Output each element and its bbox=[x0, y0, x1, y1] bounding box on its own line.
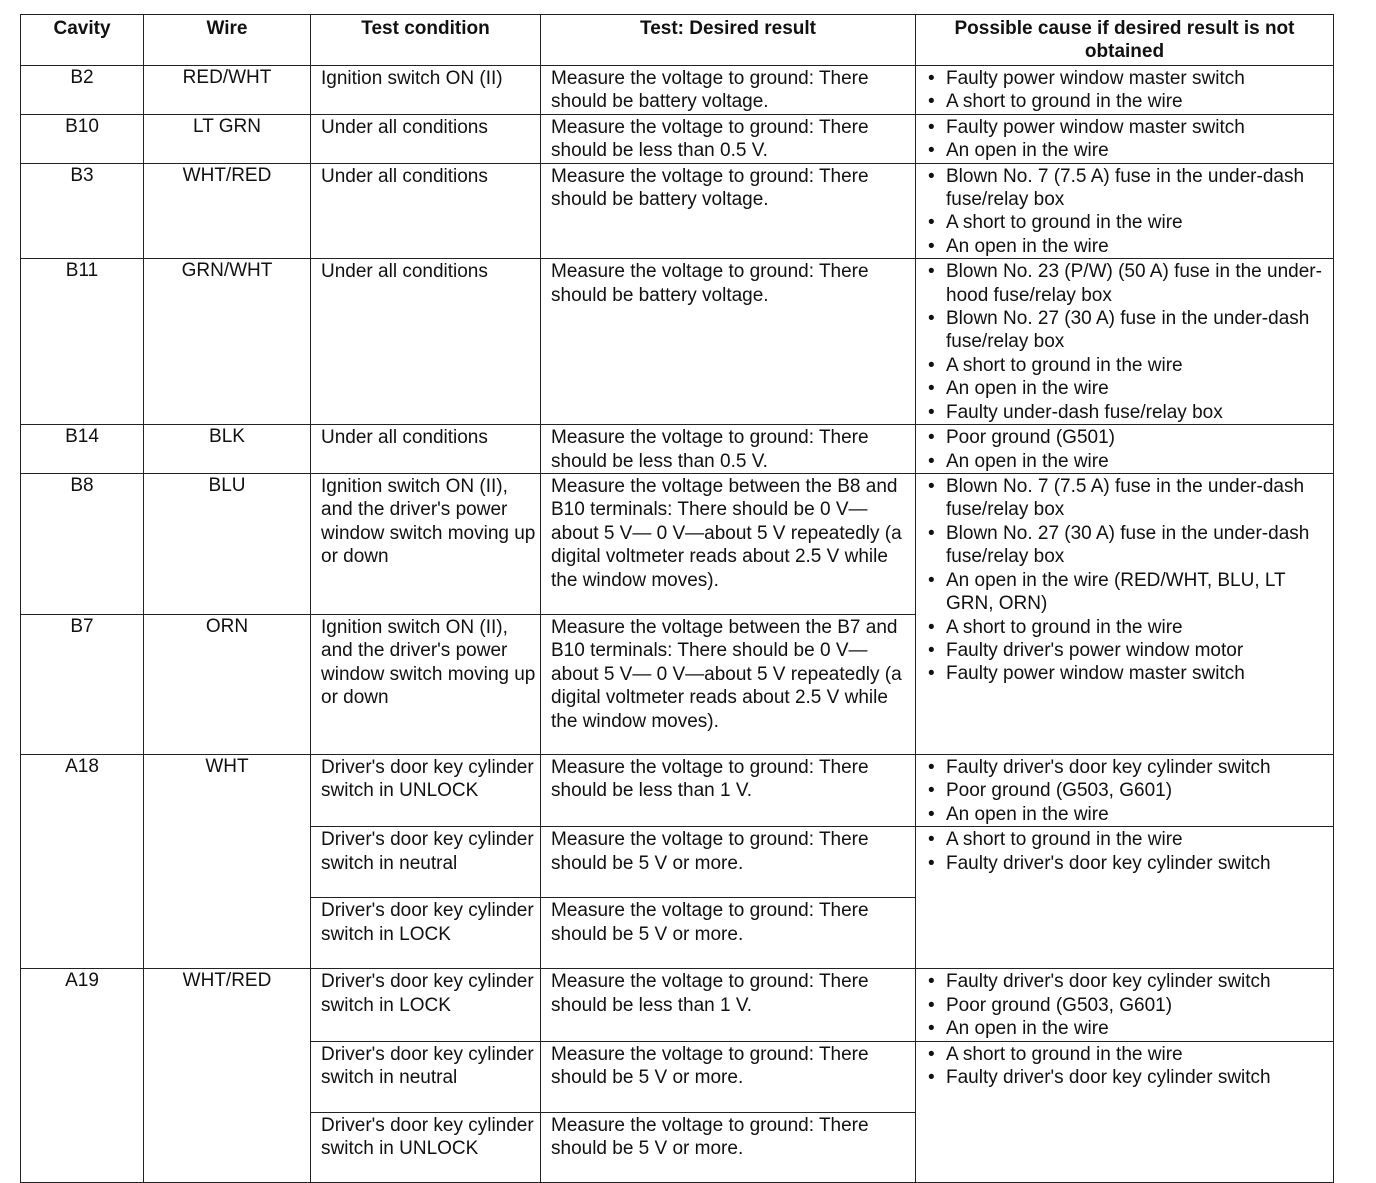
desired-result-cell: Measure the voltage to ground: There should be less than 0.5 V. bbox=[541, 425, 916, 474]
desired-result-cell: Measure the voltage to ground: There should be less than 1 V. bbox=[541, 755, 916, 827]
test-condition-cell: Driver's door key cylinder switch in neutral bbox=[311, 1041, 541, 1112]
cause-item: • A short to ground in the wire bbox=[926, 211, 1329, 234]
possible-cause-cell bbox=[916, 827, 1334, 969]
possible-cause-cell bbox=[916, 474, 1334, 755]
possible-cause-cell bbox=[916, 755, 1334, 827]
wire-cell: WHT bbox=[144, 755, 311, 969]
wire-cell: GRN/WHT bbox=[144, 259, 311, 425]
possible-cause-cell bbox=[916, 66, 1334, 115]
cause-item: • Faulty power window master switch bbox=[926, 662, 1329, 685]
cause-item: • Faulty driver's door key cylinder switch bbox=[926, 970, 1329, 993]
cause-list bbox=[926, 260, 1329, 424]
cavity-cell: B8 bbox=[21, 474, 144, 615]
test-condition-cell: Under all conditions bbox=[311, 259, 541, 425]
desired-result-cell: Measure the voltage to ground: There should be less than 1 V. bbox=[541, 969, 916, 1041]
cause-list bbox=[926, 756, 1329, 826]
cause-item: • Faulty driver's door key cylinder switch bbox=[926, 1066, 1329, 1089]
table-row bbox=[21, 474, 1334, 615]
table-row bbox=[21, 425, 1334, 474]
cause-item: • An open in the wire (RED/WHT, BLU, LT GRN, ORN) bbox=[926, 569, 1329, 616]
test-condition-cell: Ignition switch ON (II), and the driver's power window switch moving up or down bbox=[311, 615, 541, 755]
cause-list bbox=[926, 165, 1329, 259]
cavity-cell: A18 bbox=[21, 755, 144, 969]
test-condition-cell: Under all conditions bbox=[311, 114, 541, 163]
cause-item: • An open in the wire bbox=[926, 450, 1329, 473]
wire-cell: WHT/RED bbox=[144, 969, 311, 1182]
cause-item: • An open in the wire bbox=[926, 377, 1329, 400]
possible-cause-cell bbox=[916, 425, 1334, 474]
header-test-condition: Test condition bbox=[311, 15, 541, 66]
desired-result-cell: Measure the voltage to ground: There should be 5 V or more. bbox=[541, 1041, 916, 1112]
test-condition-cell: Driver's door key cylinder switch in LOCK bbox=[311, 969, 541, 1041]
desired-result-cell: Measure the voltage to ground: There should be 5 V or more. bbox=[541, 898, 916, 969]
possible-cause-cell bbox=[916, 1041, 1334, 1182]
test-condition-cell: Ignition switch ON (II) bbox=[311, 66, 541, 115]
test-condition-cell: Driver's door key cylinder switch in LOCK bbox=[311, 898, 541, 969]
header-desired-result: Test: Desired result bbox=[541, 15, 916, 66]
cause-item: • Blown No. 23 (P/W) (50 A) fuse in the under-hood fuse/relay box bbox=[926, 260, 1329, 307]
cause-item: • Faulty under-dash fuse/relay box bbox=[926, 401, 1329, 424]
wire-cell: BLU bbox=[144, 474, 311, 615]
cause-item: • A short to ground in the wire bbox=[926, 828, 1329, 851]
cause-item: • Faulty driver's power window motor bbox=[926, 639, 1329, 662]
cause-item: • Faulty power window master switch bbox=[926, 116, 1329, 139]
possible-cause-cell bbox=[916, 114, 1334, 163]
cause-list bbox=[926, 475, 1329, 686]
desired-result-cell: Measure the voltage to ground: There should be less than 0.5 V. bbox=[541, 114, 916, 163]
cause-item: • Blown No. 27 (30 A) fuse in the under-dash fuse/relay box bbox=[926, 522, 1329, 569]
cause-item: • A short to ground in the wire bbox=[926, 354, 1329, 377]
cause-list bbox=[926, 970, 1329, 1040]
header-cavity: Cavity bbox=[21, 15, 144, 66]
cause-item: • An open in the wire bbox=[926, 803, 1329, 826]
test-condition-cell: Driver's door key cylinder switch in UNLOCK bbox=[311, 1112, 541, 1182]
test-condition-cell: Under all conditions bbox=[311, 163, 541, 259]
cause-item: • Blown No. 27 (30 A) fuse in the under-dash fuse/relay box bbox=[926, 307, 1329, 354]
cause-item: • Blown No. 7 (7.5 A) fuse in the under-dash fuse/relay box bbox=[926, 165, 1329, 212]
desired-result-cell: Measure the voltage to ground: There should be battery voltage. bbox=[541, 163, 916, 259]
wire-cell: LT GRN bbox=[144, 114, 311, 163]
cavity-cell: B11 bbox=[21, 259, 144, 425]
cause-list bbox=[926, 67, 1329, 114]
cause-item: • A short to ground in the wire bbox=[926, 616, 1329, 639]
header-row bbox=[21, 15, 1334, 66]
desired-result-cell: Measure the voltage to ground: There should be battery voltage. bbox=[541, 66, 916, 115]
desired-result-cell: Measure the voltage to ground: There should be 5 V or more. bbox=[541, 1112, 916, 1182]
cause-list bbox=[926, 116, 1329, 163]
cause-item: • Poor ground (G503, G601) bbox=[926, 779, 1329, 802]
cavity-cell: B2 bbox=[21, 66, 144, 115]
header-possible-cause: Possible cause if desired result is not obtained bbox=[916, 15, 1334, 66]
table-row bbox=[21, 66, 1334, 115]
test-condition-cell: Under all conditions bbox=[311, 425, 541, 474]
cause-list bbox=[926, 1043, 1329, 1090]
cavity-cell: B14 bbox=[21, 425, 144, 474]
cause-item: • A short to ground in the wire bbox=[926, 90, 1329, 113]
table-row bbox=[21, 969, 1334, 1041]
cavity-cell: A19 bbox=[21, 969, 144, 1182]
cause-item: • A short to ground in the wire bbox=[926, 1043, 1329, 1066]
cavity-cell: B3 bbox=[21, 163, 144, 259]
cause-item: • Faulty power window master switch bbox=[926, 67, 1329, 90]
table-row bbox=[21, 163, 1334, 259]
table-row bbox=[21, 114, 1334, 163]
cause-list bbox=[926, 426, 1329, 473]
cause-item: • Poor ground (G501) bbox=[926, 426, 1329, 449]
test-condition-cell: Driver's door key cylinder switch in UNLOCK bbox=[311, 755, 541, 827]
wire-cell: ORN bbox=[144, 615, 311, 755]
cause-item: • Poor ground (G503, G601) bbox=[926, 994, 1329, 1017]
cause-list bbox=[926, 828, 1329, 875]
possible-cause-cell bbox=[916, 163, 1334, 259]
cavity-cell: B10 bbox=[21, 114, 144, 163]
wire-cell: WHT/RED bbox=[144, 163, 311, 259]
header-wire: Wire bbox=[144, 15, 311, 66]
desired-result-cell: Measure the voltage between the B8 and B10 terminals: There should be 0 V—about 5 V— 0 V—about 5 V repeatedly (a digital voltmeter reads about 2.5 V while the window moves). bbox=[541, 474, 916, 615]
cause-item: • An open in the wire bbox=[926, 139, 1329, 162]
cause-item: • Faulty driver's door key cylinder switch bbox=[926, 852, 1329, 875]
wire-cell: RED/WHT bbox=[144, 66, 311, 115]
wire-cell: BLK bbox=[144, 425, 311, 474]
cause-item: • An open in the wire bbox=[926, 1017, 1329, 1040]
cause-item: • Blown No. 7 (7.5 A) fuse in the under-dash fuse/relay box bbox=[926, 475, 1329, 522]
table-row bbox=[21, 755, 1334, 827]
cause-item: • An open in the wire bbox=[926, 235, 1329, 258]
possible-cause-cell bbox=[916, 969, 1334, 1041]
desired-result-cell: Measure the voltage to ground: There should be battery voltage. bbox=[541, 259, 916, 425]
cavity-cell: B7 bbox=[21, 615, 144, 755]
desired-result-cell: Measure the voltage to ground: There should be 5 V or more. bbox=[541, 827, 916, 898]
possible-cause-cell bbox=[916, 259, 1334, 425]
cause-item: • Faulty driver's door key cylinder switch bbox=[926, 756, 1329, 779]
table-row bbox=[21, 259, 1334, 425]
test-condition-cell: Driver's door key cylinder switch in neutral bbox=[311, 827, 541, 898]
test-condition-cell: Ignition switch ON (II), and the driver's power window switch moving up or down bbox=[311, 474, 541, 615]
desired-result-cell: Measure the voltage between the B7 and B10 terminals: There should be 0 V—about 5 V— 0 V—about 5 V repeatedly (a digital voltmeter reads about 2.5 V while the window moves). bbox=[541, 615, 916, 755]
troubleshooting-table bbox=[20, 14, 1334, 1183]
